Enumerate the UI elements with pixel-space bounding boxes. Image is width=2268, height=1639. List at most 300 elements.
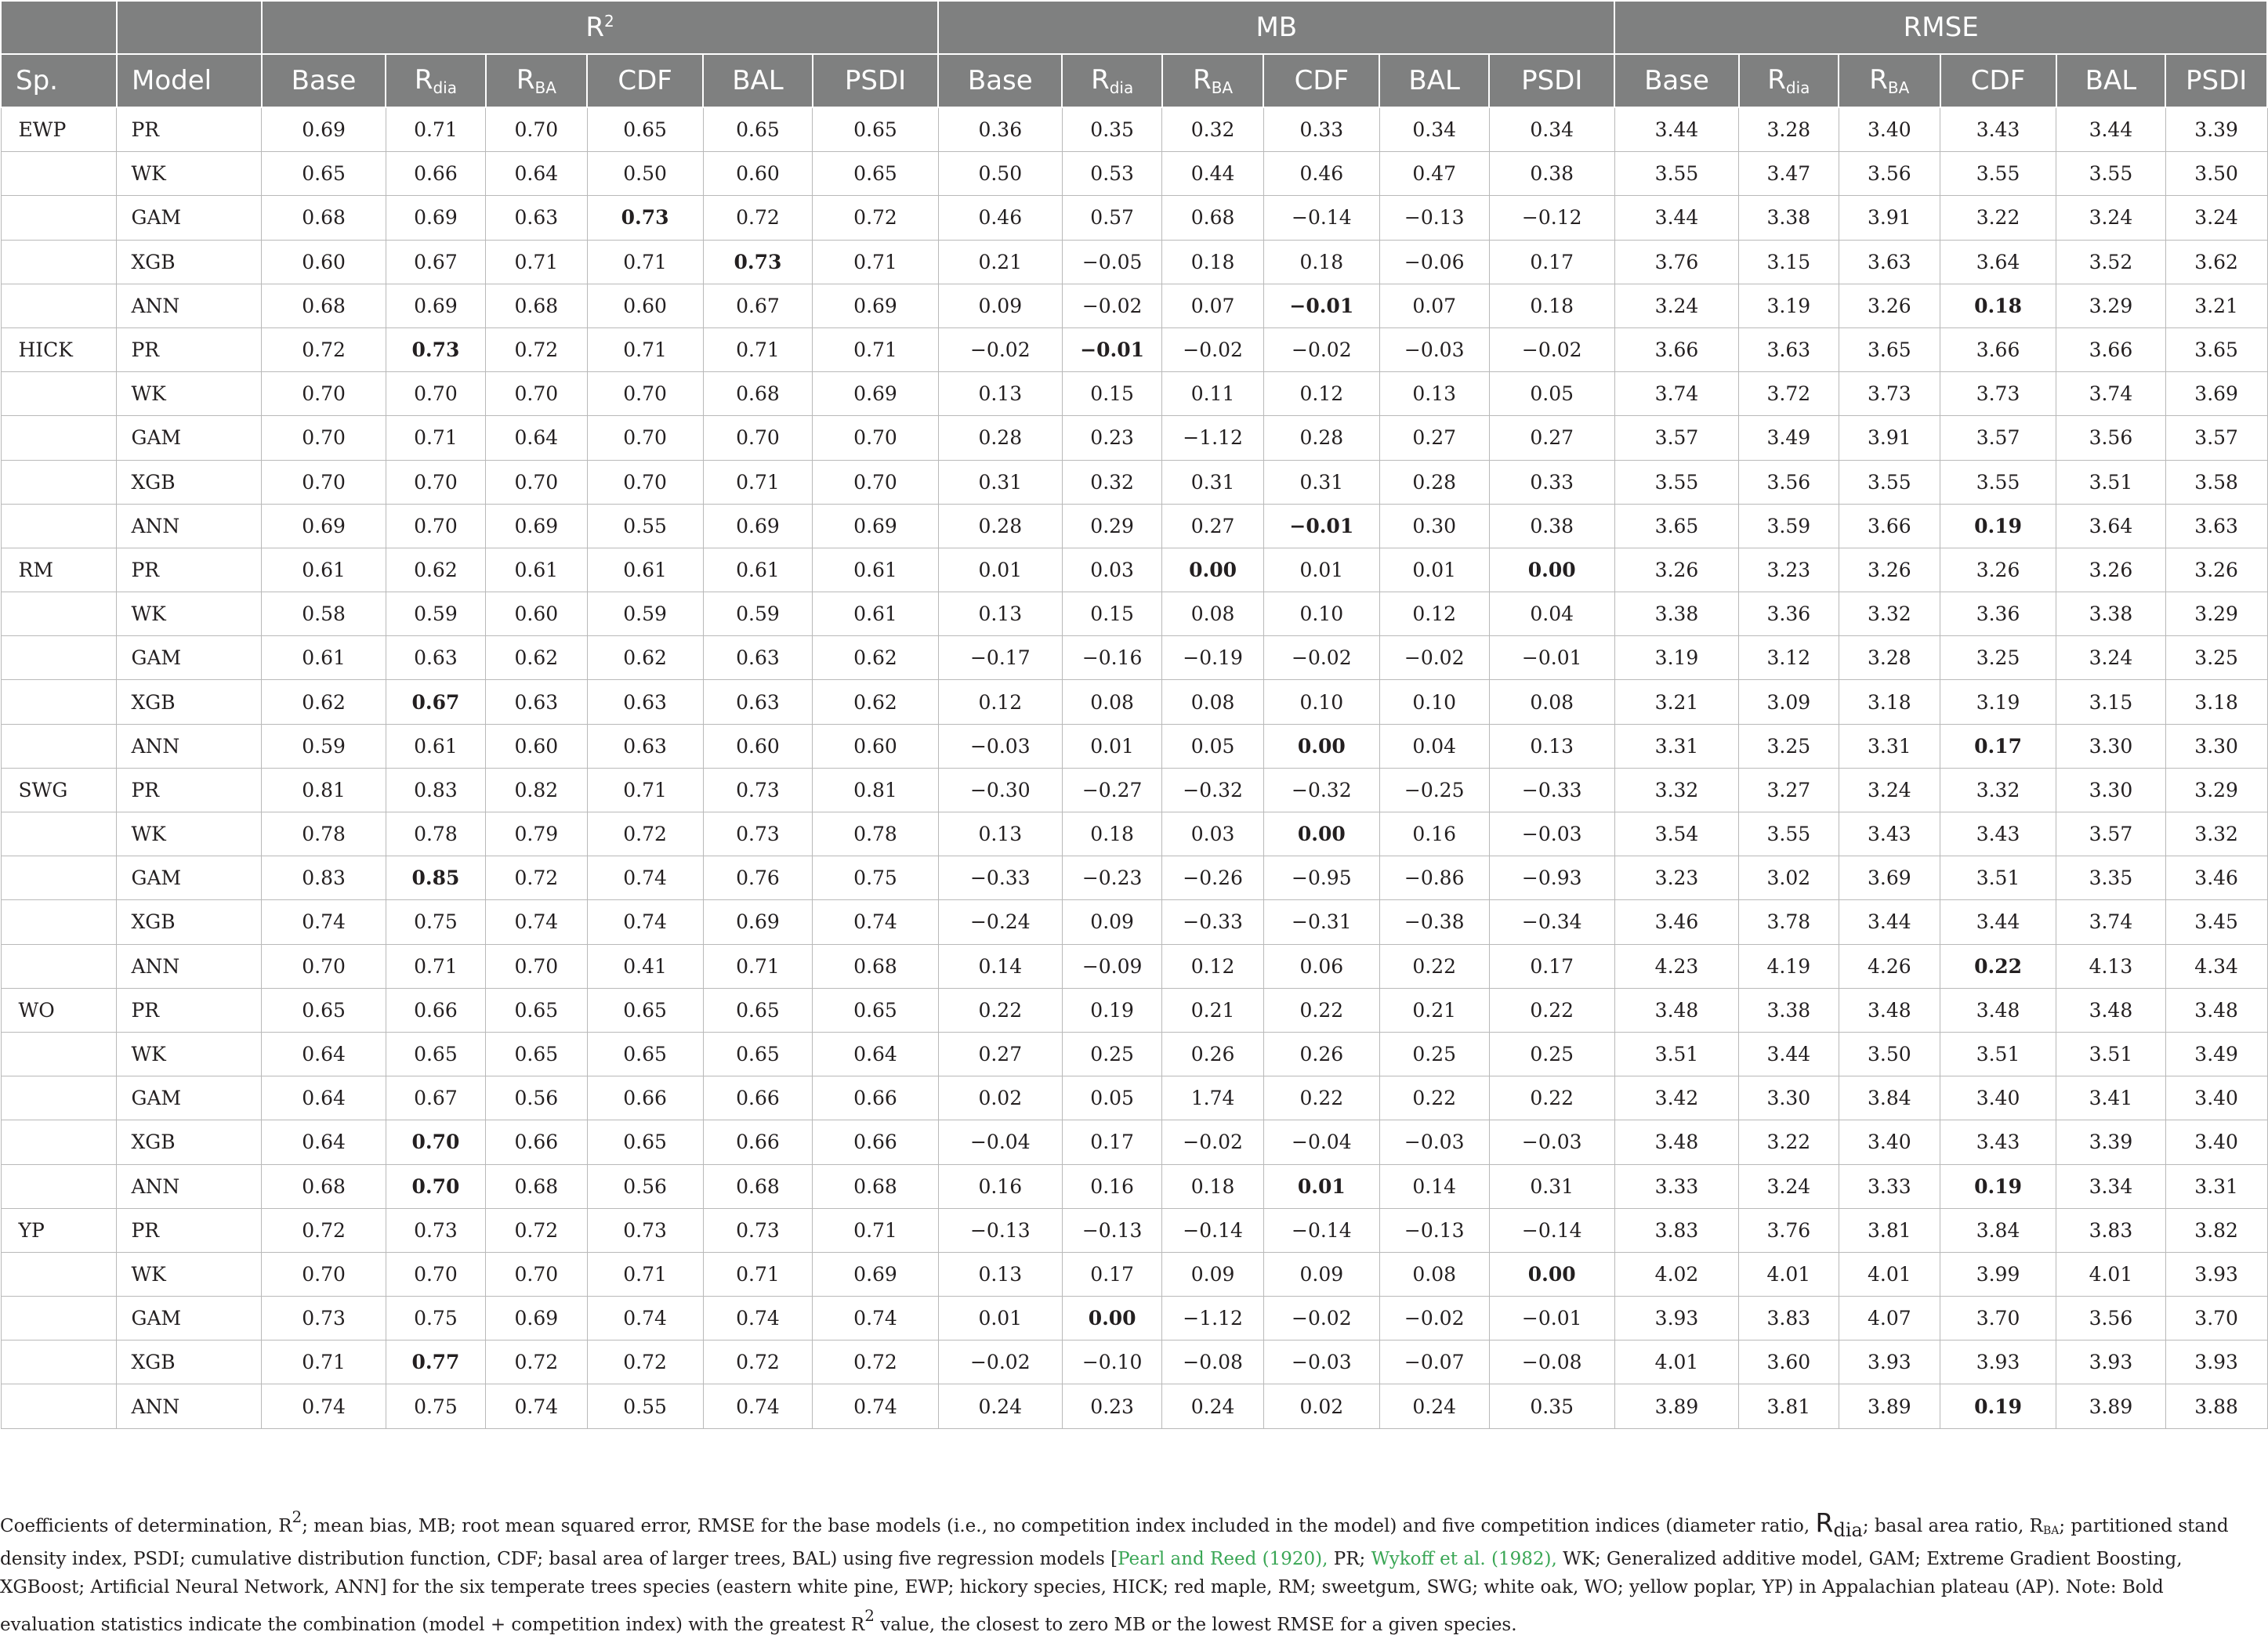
- value-cell: 0.61: [386, 724, 485, 768]
- value-cell: 0.60: [813, 724, 938, 768]
- value-cell: 3.51: [2056, 460, 2166, 504]
- value-cell: 3.40: [1839, 107, 1940, 152]
- value-cell: 0.71: [486, 240, 587, 284]
- value-cell: −0.24: [938, 900, 1062, 944]
- header-blank-sp: [1, 1, 117, 54]
- value-cell: 0.30: [1379, 504, 1489, 548]
- table-row: [1, 900, 2267, 944]
- value-cell: 0.29: [1062, 504, 1161, 548]
- value-cell: 0.75: [386, 1384, 485, 1428]
- value-cell: 0.25: [1062, 1032, 1161, 1076]
- value-cell: 0.02: [1263, 1384, 1379, 1428]
- value-cell: 3.36: [1940, 592, 2056, 636]
- value-cell: 3.15: [1739, 240, 1839, 284]
- model-cell: XGB: [117, 460, 262, 504]
- value-cell: 3.83: [1739, 1297, 1839, 1341]
- value-cell: 0.50: [938, 152, 1062, 196]
- value-cell: 0.15: [1062, 592, 1161, 636]
- table-row: [1, 372, 2267, 416]
- value-cell: 0.70: [262, 944, 386, 988]
- value-cell: 0.75: [813, 856, 938, 900]
- value-cell: 0.17: [1489, 944, 1614, 988]
- value-cell: 3.38: [2056, 592, 2166, 636]
- value-cell: 0.21: [1379, 988, 1489, 1032]
- value-cell: 0.02: [938, 1076, 1062, 1120]
- value-cell: 0.66: [486, 1120, 587, 1164]
- header-mb-col: PSDI: [1489, 54, 1614, 107]
- value-cell: 3.66: [2056, 327, 2166, 371]
- value-cell: −0.02: [1263, 636, 1379, 680]
- value-cell: 4.01: [1739, 1252, 1839, 1296]
- value-cell: 0.70: [262, 372, 386, 416]
- value-cell: 3.23: [1739, 548, 1839, 592]
- value-cell: 0.01: [1062, 724, 1161, 768]
- value-cell: 0.76: [703, 856, 813, 900]
- value-cell: 0.68: [1162, 196, 1263, 240]
- value-cell: 0.08: [1379, 1252, 1489, 1296]
- value-cell: 0.22: [1489, 1076, 1614, 1120]
- value-cell: 0.60: [703, 152, 813, 196]
- species-cell: [1, 416, 117, 460]
- value-cell: −0.14: [1162, 1208, 1263, 1252]
- value-cell: 4.26: [1839, 944, 1940, 988]
- header-mb-col: Base: [938, 54, 1062, 107]
- value-cell: −0.01: [1263, 504, 1379, 548]
- value-cell: 0.72: [587, 1341, 703, 1384]
- value-cell: 0.57: [1062, 196, 1161, 240]
- header-rmse-col: $R_{BA}$: [1839, 54, 1940, 107]
- header-rmse-col: $R_{dia}$: [1739, 54, 1839, 107]
- value-cell: 0.03: [1062, 548, 1161, 592]
- value-cell: 0.28: [938, 416, 1062, 460]
- table-row: [1, 1252, 2267, 1296]
- value-cell: 3.02: [1739, 856, 1839, 900]
- value-cell: 3.22: [1739, 1120, 1839, 1164]
- value-cell: 0.73: [703, 1208, 813, 1252]
- value-cell: 3.29: [2056, 284, 2166, 327]
- model-cell: GAM: [117, 196, 262, 240]
- value-cell: −0.03: [1263, 1341, 1379, 1384]
- value-cell: 3.31: [1839, 724, 1940, 768]
- value-cell: 3.83: [1614, 1208, 1738, 1252]
- value-cell: 3.44: [1839, 900, 1940, 944]
- value-cell: 3.47: [1739, 152, 1839, 196]
- value-cell: 0.70: [587, 372, 703, 416]
- value-cell: 0.19: [1940, 504, 2056, 548]
- value-cell: 0.61: [587, 548, 703, 592]
- value-cell: 0.55: [587, 504, 703, 548]
- value-cell: 0.69: [262, 504, 386, 548]
- value-cell: 0.19: [1940, 1164, 2056, 1208]
- value-cell: 0.72: [813, 196, 938, 240]
- header-group-row: [1, 1, 2267, 54]
- value-cell: 0.73: [703, 240, 813, 284]
- table-row: [1, 1120, 2267, 1164]
- value-cell: 3.66: [1614, 327, 1738, 371]
- value-cell: 0.13: [938, 812, 1062, 856]
- value-cell: 3.81: [1839, 1208, 1940, 1252]
- table-row: [1, 548, 2267, 592]
- value-cell: 3.91: [1839, 196, 1940, 240]
- value-cell: 0.12: [1162, 944, 1263, 988]
- value-cell: 3.59: [1739, 504, 1839, 548]
- species-cell: HICK: [1, 327, 117, 371]
- species-cell: RM: [1, 548, 117, 592]
- model-cell: GAM: [117, 416, 262, 460]
- value-cell: −0.03: [1379, 1120, 1489, 1164]
- value-cell: 0.26: [1263, 1032, 1379, 1076]
- value-cell: 3.48: [2056, 988, 2166, 1032]
- model-cell: PR: [117, 768, 262, 812]
- value-cell: 0.26: [1162, 1032, 1263, 1076]
- value-cell: 0.65: [703, 107, 813, 152]
- value-cell: 0.68: [703, 1164, 813, 1208]
- value-cell: 0.78: [386, 812, 485, 856]
- value-cell: 0.82: [486, 768, 587, 812]
- species-cell: WO: [1, 988, 117, 1032]
- reference-link-wykoff[interactable]: Wykoff et al. (1982),: [1371, 1549, 1557, 1569]
- value-cell: 3.27: [1739, 768, 1839, 812]
- value-cell: 0.71: [587, 768, 703, 812]
- value-cell: 3.64: [1940, 240, 2056, 284]
- value-cell: 3.51: [2056, 1032, 2166, 1076]
- value-cell: 0.03: [1162, 812, 1263, 856]
- value-cell: −0.02: [1062, 284, 1161, 327]
- value-cell: 0.83: [262, 856, 386, 900]
- value-cell: 0.00: [1062, 1297, 1161, 1341]
- value-cell: 3.45: [2165, 900, 2267, 944]
- value-cell: 0.70: [486, 1252, 587, 1296]
- value-cell: −0.38: [1379, 900, 1489, 944]
- value-cell: 0.58: [262, 592, 386, 636]
- value-cell: 0.73: [587, 196, 703, 240]
- value-cell: 3.25: [1739, 724, 1839, 768]
- value-cell: 0.10: [1263, 680, 1379, 724]
- value-cell: 0.13: [1379, 372, 1489, 416]
- header-column-row: [1, 54, 2267, 107]
- value-cell: 0.38: [1489, 152, 1614, 196]
- value-cell: 0.75: [386, 900, 485, 944]
- value-cell: 3.50: [2165, 152, 2267, 196]
- value-cell: 0.47: [1379, 152, 1489, 196]
- value-cell: −0.93: [1489, 856, 1614, 900]
- header-blank-model: [117, 1, 262, 54]
- value-cell: 0.72: [486, 1341, 587, 1384]
- value-cell: 0.46: [938, 196, 1062, 240]
- species-cell: [1, 1032, 117, 1076]
- model-cell: XGB: [117, 240, 262, 284]
- reference-link-pearl-reed[interactable]: Pearl and Reed (1920),: [1118, 1549, 1328, 1569]
- value-cell: 0.31: [938, 460, 1062, 504]
- header-r2-col: Base: [262, 54, 386, 107]
- value-cell: 3.32: [1940, 768, 2056, 812]
- value-cell: 0.75: [386, 1297, 485, 1341]
- value-cell: 0.01: [938, 1297, 1062, 1341]
- value-cell: 0.72: [486, 1208, 587, 1252]
- value-cell: 0.17: [1062, 1252, 1161, 1296]
- value-cell: 0.50: [587, 152, 703, 196]
- value-cell: 3.33: [1614, 1164, 1738, 1208]
- value-cell: 0.66: [587, 1076, 703, 1120]
- table-row: [1, 240, 2267, 284]
- value-cell: 0.38: [1489, 504, 1614, 548]
- value-cell: 3.48: [1839, 988, 1940, 1032]
- value-cell: 3.78: [1739, 900, 1839, 944]
- value-cell: 0.00: [1263, 724, 1379, 768]
- model-cell: WK: [117, 592, 262, 636]
- value-cell: 0.22: [1489, 988, 1614, 1032]
- value-cell: 0.19: [1062, 988, 1161, 1032]
- value-cell: 3.76: [1739, 1208, 1839, 1252]
- value-cell: 0.23: [1062, 1384, 1161, 1428]
- value-cell: 3.55: [1739, 812, 1839, 856]
- species-cell: [1, 1384, 117, 1428]
- header-rmse-col: Base: [1614, 54, 1738, 107]
- value-cell: 0.66: [386, 152, 485, 196]
- value-cell: 0.63: [703, 680, 813, 724]
- table-row: [1, 988, 2267, 1032]
- value-cell: 0.72: [262, 327, 386, 371]
- species-cell: [1, 196, 117, 240]
- value-cell: 0.74: [486, 1384, 587, 1428]
- value-cell: 3.51: [1614, 1032, 1738, 1076]
- value-cell: 3.22: [1940, 196, 2056, 240]
- value-cell: 3.84: [1940, 1208, 2056, 1252]
- value-cell: 0.78: [813, 812, 938, 856]
- value-cell: 0.01: [1263, 548, 1379, 592]
- value-cell: 0.74: [703, 1297, 813, 1341]
- value-cell: 3.63: [1739, 327, 1839, 371]
- value-cell: 0.24: [1379, 1384, 1489, 1428]
- table-row: [1, 1341, 2267, 1384]
- value-cell: 3.24: [2056, 196, 2166, 240]
- value-cell: 3.74: [1614, 372, 1738, 416]
- value-cell: 0.69: [813, 504, 938, 548]
- value-cell: 3.33: [1839, 1164, 1940, 1208]
- value-cell: 4.01: [2056, 1252, 2166, 1296]
- value-cell: 0.17: [1940, 724, 2056, 768]
- value-cell: 0.70: [486, 107, 587, 152]
- value-cell: 3.63: [2165, 504, 2267, 548]
- value-cell: −1.12: [1162, 416, 1263, 460]
- value-cell: −0.16: [1062, 636, 1161, 680]
- table-row: [1, 107, 2267, 152]
- value-cell: 3.93: [2165, 1341, 2267, 1384]
- value-cell: 3.40: [1940, 1076, 2056, 1120]
- table-row: [1, 460, 2267, 504]
- species-cell: [1, 460, 117, 504]
- value-cell: −0.01: [1489, 1297, 1614, 1341]
- value-cell: 0.69: [486, 1297, 587, 1341]
- value-cell: 0.71: [587, 240, 703, 284]
- model-cell: WK: [117, 812, 262, 856]
- species-cell: [1, 1297, 117, 1341]
- value-cell: 3.26: [1839, 548, 1940, 592]
- value-cell: 3.49: [1739, 416, 1839, 460]
- value-cell: 0.04: [1379, 724, 1489, 768]
- value-cell: 0.61: [813, 548, 938, 592]
- value-cell: 0.12: [1379, 592, 1489, 636]
- value-cell: 0.71: [587, 1252, 703, 1296]
- value-cell: 0.44: [1162, 152, 1263, 196]
- value-cell: 1.74: [1162, 1076, 1263, 1120]
- header-rmse-col: PSDI: [2165, 54, 2267, 107]
- table-row: [1, 1032, 2267, 1076]
- value-cell: −0.01: [1489, 636, 1614, 680]
- value-cell: −0.02: [1162, 327, 1263, 371]
- value-cell: 0.61: [486, 548, 587, 592]
- value-cell: 3.66: [1839, 504, 1940, 548]
- value-cell: 0.69: [703, 900, 813, 944]
- value-cell: 0.64: [486, 416, 587, 460]
- value-cell: −0.95: [1263, 856, 1379, 900]
- value-cell: 0.74: [813, 900, 938, 944]
- table-row: [1, 1076, 2267, 1120]
- value-cell: −0.07: [1379, 1341, 1489, 1384]
- header-r2-col: CDF: [587, 54, 703, 107]
- value-cell: 3.48: [1940, 988, 2056, 1032]
- value-cell: 3.43: [1940, 812, 2056, 856]
- value-cell: 3.30: [2056, 724, 2166, 768]
- value-cell: 0.07: [1379, 284, 1489, 327]
- value-cell: 0.24: [938, 1384, 1062, 1428]
- value-cell: 3.57: [1614, 416, 1738, 460]
- value-cell: −0.03: [1379, 327, 1489, 371]
- value-cell: 3.55: [1614, 152, 1738, 196]
- value-cell: −0.13: [1379, 196, 1489, 240]
- value-cell: 3.72: [1739, 372, 1839, 416]
- value-cell: 0.33: [1489, 460, 1614, 504]
- table-row: [1, 812, 2267, 856]
- value-cell: 0.68: [486, 284, 587, 327]
- value-cell: 0.61: [813, 592, 938, 636]
- value-cell: 0.22: [1263, 1076, 1379, 1120]
- value-cell: 0.74: [587, 1297, 703, 1341]
- value-cell: 0.66: [703, 1076, 813, 1120]
- value-cell: −0.01: [1263, 284, 1379, 327]
- value-cell: 3.41: [2056, 1076, 2166, 1120]
- value-cell: 4.19: [1739, 944, 1839, 988]
- value-cell: 0.10: [1379, 680, 1489, 724]
- value-cell: 3.51: [1940, 856, 2056, 900]
- value-cell: 0.63: [486, 196, 587, 240]
- value-cell: 0.41: [587, 944, 703, 988]
- model-cell: WK: [117, 1032, 262, 1076]
- value-cell: 0.21: [938, 240, 1062, 284]
- value-cell: 3.32: [1614, 768, 1738, 812]
- model-cell: ANN: [117, 724, 262, 768]
- value-cell: 0.70: [386, 1120, 485, 1164]
- value-cell: 0.69: [386, 196, 485, 240]
- value-cell: 0.67: [386, 240, 485, 284]
- value-cell: 3.93: [2165, 1252, 2267, 1296]
- value-cell: 0.27: [938, 1032, 1062, 1076]
- value-cell: 3.93: [1940, 1341, 2056, 1384]
- value-cell: 0.69: [813, 1252, 938, 1296]
- value-cell: 0.62: [587, 636, 703, 680]
- value-cell: 0.72: [813, 1341, 938, 1384]
- value-cell: 3.55: [2056, 152, 2166, 196]
- value-cell: 0.25: [1489, 1032, 1614, 1076]
- value-cell: 3.12: [1739, 636, 1839, 680]
- value-cell: −0.13: [1062, 1208, 1161, 1252]
- value-cell: 0.72: [486, 856, 587, 900]
- value-cell: 3.40: [2165, 1076, 2267, 1120]
- value-cell: 0.81: [262, 768, 386, 812]
- value-cell: 0.18: [1162, 1164, 1263, 1208]
- model-cell: ANN: [117, 1164, 262, 1208]
- value-cell: 0.65: [813, 107, 938, 152]
- value-cell: 3.65: [1614, 504, 1738, 548]
- species-cell: [1, 944, 117, 988]
- value-cell: 0.63: [703, 636, 813, 680]
- value-cell: 3.21: [2165, 284, 2267, 327]
- value-cell: 3.65: [2165, 327, 2267, 371]
- value-cell: 3.93: [1839, 1341, 1940, 1384]
- value-cell: 0.27: [1489, 416, 1614, 460]
- header-group-r2: $R^2$: [262, 1, 938, 54]
- value-cell: 0.62: [262, 680, 386, 724]
- species-cell: [1, 152, 117, 196]
- model-cell: ANN: [117, 504, 262, 548]
- value-cell: 0.28: [938, 504, 1062, 548]
- value-cell: 0.78: [262, 812, 386, 856]
- value-cell: 0.69: [813, 372, 938, 416]
- value-cell: 0.60: [703, 724, 813, 768]
- value-cell: 3.60: [1739, 1341, 1839, 1384]
- value-cell: 0.13: [938, 1252, 1062, 1296]
- value-cell: 0.70: [386, 504, 485, 548]
- value-cell: 0.71: [813, 327, 938, 371]
- value-cell: 3.46: [1614, 900, 1738, 944]
- table-row: [1, 1297, 2267, 1341]
- value-cell: 0.65: [587, 107, 703, 152]
- header-species: Sp.: [1, 54, 117, 107]
- value-cell: 3.69: [1839, 856, 1940, 900]
- value-cell: 0.12: [1263, 372, 1379, 416]
- value-cell: 0.07: [1162, 284, 1263, 327]
- model-cell: XGB: [117, 1341, 262, 1384]
- value-cell: 0.83: [386, 768, 485, 812]
- value-cell: 3.64: [2056, 504, 2166, 548]
- value-cell: 0.71: [813, 240, 938, 284]
- species-cell: EWP: [1, 107, 117, 152]
- value-cell: −0.31: [1263, 900, 1379, 944]
- value-cell: 0.70: [587, 416, 703, 460]
- value-cell: 0.70: [587, 460, 703, 504]
- value-cell: 0.67: [386, 680, 485, 724]
- species-cell: [1, 636, 117, 680]
- header-mb-col: $R_{BA}$: [1162, 54, 1263, 107]
- table-row: [1, 768, 2267, 812]
- value-cell: 0.01: [938, 548, 1062, 592]
- table-row: [1, 1164, 2267, 1208]
- species-cell: [1, 240, 117, 284]
- value-cell: 4.01: [1614, 1341, 1738, 1384]
- value-cell: 3.43: [1940, 107, 2056, 152]
- value-cell: 3.69: [2165, 372, 2267, 416]
- value-cell: 3.48: [1614, 988, 1738, 1032]
- value-cell: 0.67: [386, 1076, 485, 1120]
- value-cell: 4.02: [1614, 1252, 1738, 1296]
- value-cell: 0.64: [262, 1076, 386, 1120]
- header-mb-col: $R_{dia}$: [1062, 54, 1161, 107]
- value-cell: 3.99: [1940, 1252, 2056, 1296]
- value-cell: −0.02: [1263, 327, 1379, 371]
- value-cell: 3.56: [2056, 1297, 2166, 1341]
- value-cell: 0.63: [587, 724, 703, 768]
- value-cell: 3.58: [2165, 460, 2267, 504]
